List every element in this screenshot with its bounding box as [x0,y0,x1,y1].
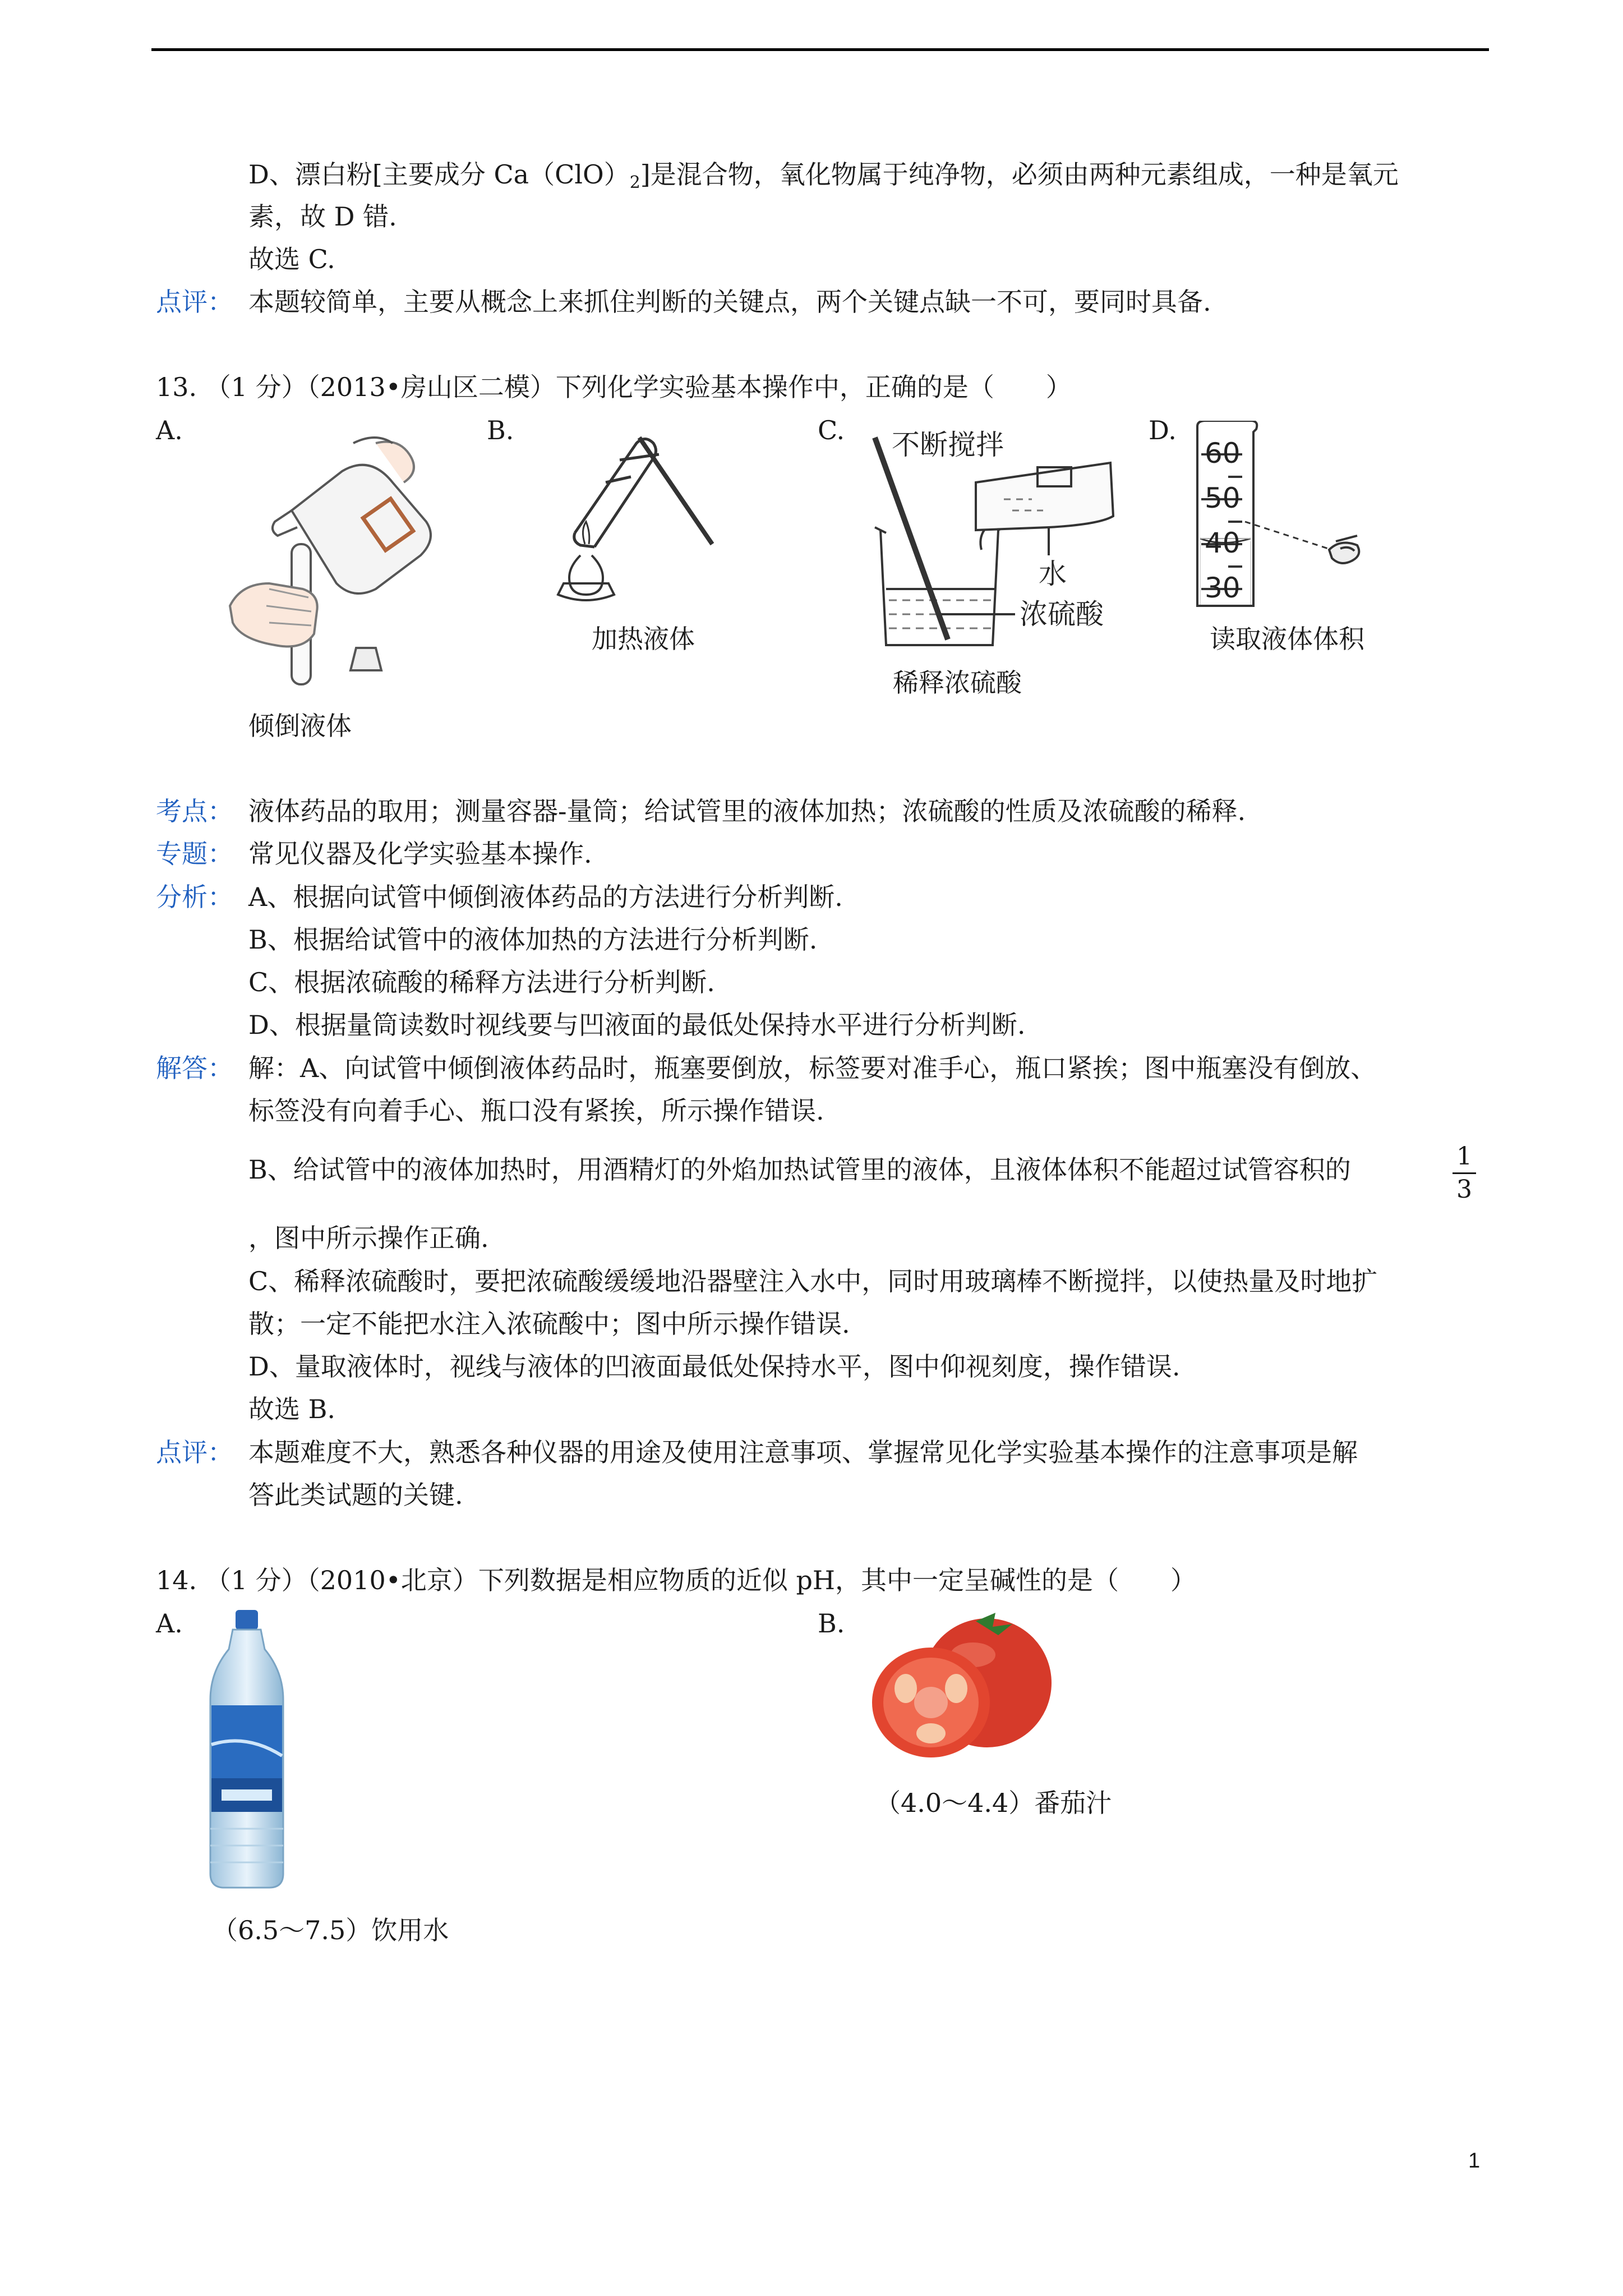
q13-caption-d: 读取液体体积 [1210,624,1364,654]
jieda-line-8: 故选 B. [248,1394,336,1424]
zhuanti-label: 专题： [156,839,233,869]
fraction-denominator: 3 [1456,1175,1472,1204]
q13-option-d: D. [1149,415,1177,445]
header-rule [151,48,1489,51]
jieda-line-4: ，图中所示操作正确. [248,1223,489,1253]
c-acid-label: 浓硫酸 [1020,598,1104,631]
pouring-liquid-figure [208,421,443,696]
kaodian-text: 液体药品的取用；测量容器-量筒；给试管里的液体加热；浓硫酸的性质及浓硫酸的稀释. [248,796,1246,826]
q13-caption-a: 倾倒液体 [248,711,352,741]
jieda-line-2: 标签没有向着手心、瓶口没有紧挨，所示操作错误. [248,1096,824,1126]
jieda-line-1: 解：A、向试管中倾倒液体药品时，瓶塞要倒放，标签要对准手心，瓶口紧挨；图中瓶塞没有倒放、 [248,1053,1377,1083]
dilute-acid-figure [864,421,1138,656]
q14-caption-b: （4.0～4.4）番茄汁 [875,1788,1112,1818]
kaodian-label: 考点： [156,796,233,826]
fraction-one-third [1453,1144,1476,1202]
c-water-label: 水 [1039,558,1067,590]
tomato-image [866,1610,1068,1761]
prev-line-2: 素，故 D 错. [248,201,397,232]
q13-option-c: C. [818,415,845,445]
jieda-line-6: 散；一定不能把水注入浓硫酸中；图中所示操作错误. [248,1309,850,1339]
d-mark-30: 30 [1205,572,1241,604]
prev-answer: 故选 C. [248,244,335,274]
jieda-label: 解答： [156,1053,233,1083]
jieda-line-3: B、给试管中的液体加热时，用酒精灯的外焰加热试管里的液体，且液体体积不能超过试管容积的 [248,1154,1351,1185]
fraction-numerator: 1 [1456,1142,1472,1171]
fenxi-line-1: A、根据向试管中倾倒液体药品的方法进行分析判断. [248,882,843,912]
water-bottle-image [202,1610,292,1890]
jieda-line-7: D、量取液体时，视线与液体的凹液面最低处保持水平，图中仰视刻度，操作错误. [248,1351,1181,1382]
fenxi-line-2: B、根据给试管中的液体加热的方法进行分析判断. [248,924,818,955]
c-stir-label: 不断搅拌 [892,429,1004,461]
d-mark-50: 50 [1205,482,1241,514]
reading-volume-figure [1189,421,1374,617]
q14-option-a: A. [156,1608,183,1639]
q14-stem: 14. （1 分）（2010•北京）下列数据是相应物质的近似 pH，其中一定呈碱性的是（ ） [156,1565,1197,1595]
jieda-line-5: C、稀释浓硫酸时，要把浓硫酸缓缓地沿器壁注入水中，同时用玻璃棒不断搅拌，以使热量及时地扩 [248,1266,1378,1296]
dianping-line-2: 答此类试题的关键. [248,1480,463,1510]
q13-caption-b: 加热液体 [592,624,695,654]
fenxi-label: 分析： [156,882,233,912]
d-mark-40: 40 [1205,527,1241,559]
fenxi-line-4: D、根据量筒读数时视线要与凹液面的最低处保持水平进行分析判断. [248,1010,1026,1040]
page-number: 1 [1468,2149,1481,2173]
q13-option-b: B. [487,415,514,445]
dianping-line-1: 本题难度不大，熟悉各种仪器的用途及使用注意事项、掌握常见化学实验基本操作的注意事项是解 [248,1437,1358,1467]
q13-caption-c: 稀释浓硫酸 [893,668,1022,698]
q13-stem: 13. （1 分）（2013•房山区二模）下列化学实验基本操作中，正确的是（ ） [156,372,1072,402]
fenxi-line-3: C、根据浓硫酸的稀释方法进行分析判断. [248,967,715,997]
zhuanti-text: 常见仪器及化学实验基本操作. [248,839,592,869]
dianping-label: 点评： [156,1437,233,1467]
prev-comment: 本题较简单，主要从概念上来抓住判断的关键点，两个关键点缺一不可，要同时具备. [248,287,1211,317]
heating-liquid-figure [524,421,726,611]
prev-comment-label: 点评： [156,287,233,317]
q13-option-a: A. [156,415,183,445]
q14-caption-a: （6.5～7.5）饮用水 [212,1915,449,1945]
q14-option-b: B. [818,1608,845,1639]
prev-line-1: D、漂白粉[主要成分 $Ca(ClO)_2$]是混合物，氧化物属于纯净物，必须由两种元素组成，一种是氧元 [248,159,1399,192]
d-mark-60: 60 [1205,437,1241,470]
